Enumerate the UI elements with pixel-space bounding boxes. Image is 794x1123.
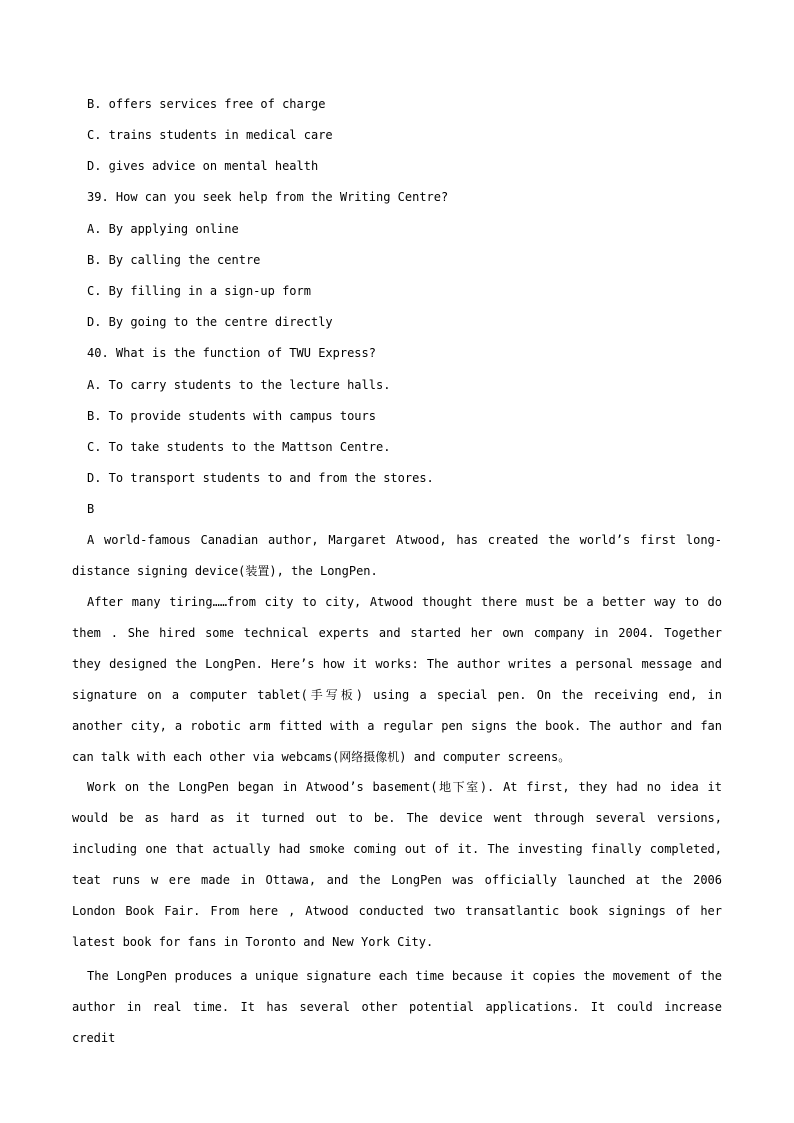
q40-option-d: D. To transport students to and from the stores. <box>87 471 434 485</box>
q40-option-a: A. To carry students to the lecture halls. <box>87 378 391 392</box>
q39-option-c: C. By filling in a sign-up form <box>87 284 311 298</box>
q39-option-d: D. By going to the centre directly <box>87 315 333 329</box>
q39-option-a: A. By applying online <box>87 222 239 236</box>
q38-option-b: B. offers services free of charge <box>87 97 326 111</box>
passage-paragraph-4: The LongPen produces a unique signature each time because it copies the movement of the author in real time. It has several other potential applications. It could increase credit <box>72 969 722 1045</box>
q40-stem: 40. What is the function of TWU Express? <box>87 346 376 360</box>
q39-stem: 39. How can you seek help from the Writing Centre? <box>87 190 449 204</box>
q39-option-b: B. By calling the centre <box>87 253 261 267</box>
q38-option-c: C. trains students in medical care <box>87 128 333 142</box>
passage-paragraph-2: After many tiring……from city to city, Atwood thought there must be a better way to do them . She hired some technical experts and started her own company in 2004. Together they designed the LongPen. Here’s how it works: The author writes a personal message and signature on a computer tablet(手写板) using a special pen. On the receiving end, in another city, a robotic arm fitted with a regular pen signs the book. The author and fan can talk with each other via webcams(网络摄像机) and computer screens。 <box>72 595 722 764</box>
q40-option-c: C. To take students to the Mattson Centre. <box>87 440 391 454</box>
section-label: B <box>87 502 95 516</box>
q40-option-b: B. To provide students with campus tours <box>87 409 376 423</box>
passage-paragraph-1: A world-famous Canadian author, Margaret Atwood, has created the world’s first long-distance signing device(装置), the LongPen. <box>72 533 722 578</box>
passage-paragraph-3: Work on the LongPen began in Atwood’s basement(地下室). At first, they had no idea it would be as hard as it turned out to be. The device went through several versions, including one that actually had smoke coming out of it. The investing finally completed, teat runs w ere made in Ottawa, and the LongPen was officially launched at the 2006 London Book Fair. From here , Atwood conducted two transatlantic book signings of her latest book for fans in Toronto and New York City. <box>72 780 722 949</box>
q38-option-d: D. gives advice on mental health <box>87 159 319 173</box>
